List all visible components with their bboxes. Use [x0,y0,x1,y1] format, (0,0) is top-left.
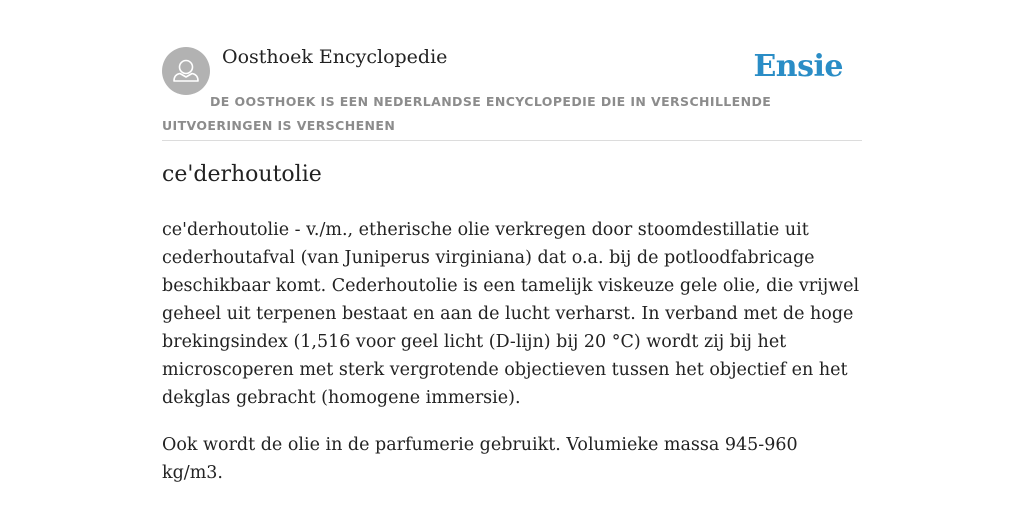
article-title: ce'derhoutolie [162,162,322,187]
article-body [162,216,862,506]
header [162,40,862,141]
article-paragraph: Ook wordt de olie in de parfumerie gebruikt. Volumieke massa 945-960 kg/m3. [162,435,798,483]
author-name[interactable]: Oosthoek Encyclopedie [222,46,448,68]
user-icon [162,47,210,95]
avatar[interactable] [162,47,210,95]
brand-logo[interactable]: Ensie [753,49,843,84]
author-description: DE OOSTHOEK IS EEN NEDERLANDSE ENCYCLOPEDIE DIE IN VERSCHILLENDE UITVOERINGEN IS VERSCHENEN [162,94,772,133]
article-paragraph: ce'derhoutolie - v./m., etherische olie verkregen door stoomdestillatie uit cederhoutafval (van Juniperus virginiana) dat o.a. bij de potloodfabricage beschikbaar komt. Cederhoutolie is een tamelijk viskeuze gele olie, die vrijwel geheel uit terpenen bestaat en aan de lucht verharst. In verband met de hoge brekingsindex (1,516 voor geel licht (D-lijn) bij 20 °C) wordt zij bij het microscoperen met sterk vergrotende objectieven tussen het objectief en het dekglas gebracht (homogene immersie). [162,220,860,408]
